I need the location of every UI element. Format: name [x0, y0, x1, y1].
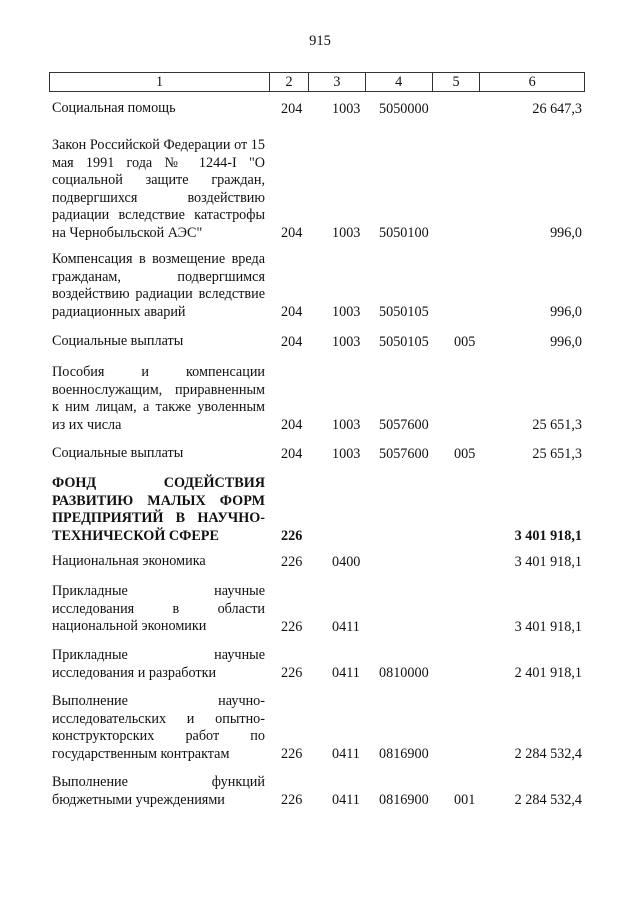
row-col-3: 1003: [332, 445, 361, 462]
row-col-2: 226: [281, 664, 303, 681]
row-col-4: 5050100: [379, 224, 429, 241]
row-col-4: 5050105: [379, 333, 429, 350]
table-row: [52, 693, 582, 763]
row-col-2: 226: [281, 553, 303, 570]
row-col-3: 1003: [332, 303, 361, 320]
row-col-2: 204: [281, 303, 303, 320]
row-col-4: 0816900: [379, 791, 429, 808]
row-col-3: 0411: [332, 664, 360, 681]
row-col-3: 0400: [332, 553, 361, 570]
row-col-4: 5050000: [379, 100, 429, 117]
row-col-3: 1003: [332, 100, 361, 117]
header-col-5: 5: [433, 73, 481, 91]
row-col-4: 5057600: [379, 445, 429, 462]
row-col-6: 3 401 918,1: [514, 527, 582, 544]
table-row: [52, 583, 582, 636]
row-col-6: 3 401 918,1: [514, 553, 582, 570]
row-col-2: 204: [281, 333, 303, 350]
row-col-2: 204: [281, 224, 303, 241]
table-row: [52, 774, 582, 809]
row-description: Социальные выплаты: [52, 445, 184, 461]
row-col-6: 3 401 918,1: [514, 618, 582, 635]
row-description: Закон Российской Федерации от 15 мая 1991 года № 1244-I "О социальной защите граждан, подвергшихся воздействию радиации вследствие катастрофы на Чернобыльской АЭС": [52, 137, 265, 241]
row-col-5: 005: [454, 333, 476, 350]
row-col-3: 1003: [332, 333, 361, 350]
row-col-2: 204: [281, 100, 303, 117]
row-description: Прикладные научные исследования в области национальной экономики: [52, 583, 265, 634]
table-row: [52, 364, 582, 434]
row-col-6: 25 651,3: [532, 416, 582, 433]
table-row: [52, 333, 582, 351]
row-col-6: 996,0: [550, 333, 582, 350]
row-col-6: 996,0: [550, 303, 582, 320]
table-row: [52, 100, 582, 118]
row-col-6: 2 284 532,4: [514, 745, 582, 762]
table-row: [52, 445, 582, 463]
row-col-3: 0411: [332, 791, 360, 808]
row-description: Национальная экономика: [52, 553, 206, 569]
table-row: [52, 137, 582, 242]
table-row: [52, 553, 582, 571]
row-col-5: 001: [454, 791, 476, 808]
row-col-6: 25 651,3: [532, 445, 582, 462]
row-description: Прикладные научные исследования и разработки: [52, 647, 265, 681]
page-number: 915: [309, 33, 331, 49]
row-description: Компенсация в возмещение вреда гражданам, подвергшимся воздействию радиации вследствие радиационных аварий: [52, 251, 265, 320]
header-col-1: 1: [50, 73, 270, 91]
row-col-2: 226: [281, 791, 303, 808]
row-col-2: 204: [281, 416, 303, 433]
row-description: Социальная помощь: [52, 100, 176, 116]
row-col-4: 5050105: [379, 303, 429, 320]
row-description: Выполнение научно-исследовательских и опытно-конструкторских работ по государственным контрактам: [52, 693, 265, 762]
table-row: [52, 251, 582, 321]
row-col-3: 0411: [332, 745, 360, 762]
row-col-3: 1003: [332, 416, 361, 433]
row-col-6: 26 647,3: [532, 100, 582, 117]
row-col-2: 204: [281, 445, 303, 462]
table-row-section-heading: [52, 475, 582, 545]
header-col-2: 2: [270, 73, 309, 91]
row-col-4: 0810000: [379, 664, 429, 681]
row-col-3: 1003: [332, 224, 361, 241]
row-col-6: 2 401 918,1: [514, 664, 582, 681]
row-description: ФОНД СОДЕЙСТВИЯ РАЗВИТИЮ МАЛЫХ ФОРМ ПРЕДПРИЯТИЙ В НАУЧНО-ТЕХНИЧЕСКОЙ СФЕРЕ: [52, 475, 265, 544]
header-col-3: 3: [309, 73, 366, 91]
row-col-6: 2 284 532,4: [514, 791, 582, 808]
header-col-6: 6: [528, 74, 536, 90]
row-col-2: 226: [281, 527, 303, 544]
row-col-3: 0411: [332, 618, 360, 635]
table-row: [52, 647, 582, 682]
table-header: [49, 72, 585, 92]
row-col-6: 996,0: [550, 224, 582, 241]
header-col-4: 4: [366, 73, 433, 91]
row-col-5: 005: [454, 445, 476, 462]
row-col-2: 226: [281, 745, 303, 762]
row-description: Социальные выплаты: [52, 333, 184, 349]
row-col-4: 5057600: [379, 416, 429, 433]
row-description: Пособия и компенсации военнослужащим, приравненным к ним лицам, а также уволенным из их числа: [52, 364, 265, 433]
row-col-4: 0816900: [379, 745, 429, 762]
row-col-2: 226: [281, 618, 303, 635]
row-description: Выполнение функций бюджетными учреждениями: [52, 774, 265, 808]
